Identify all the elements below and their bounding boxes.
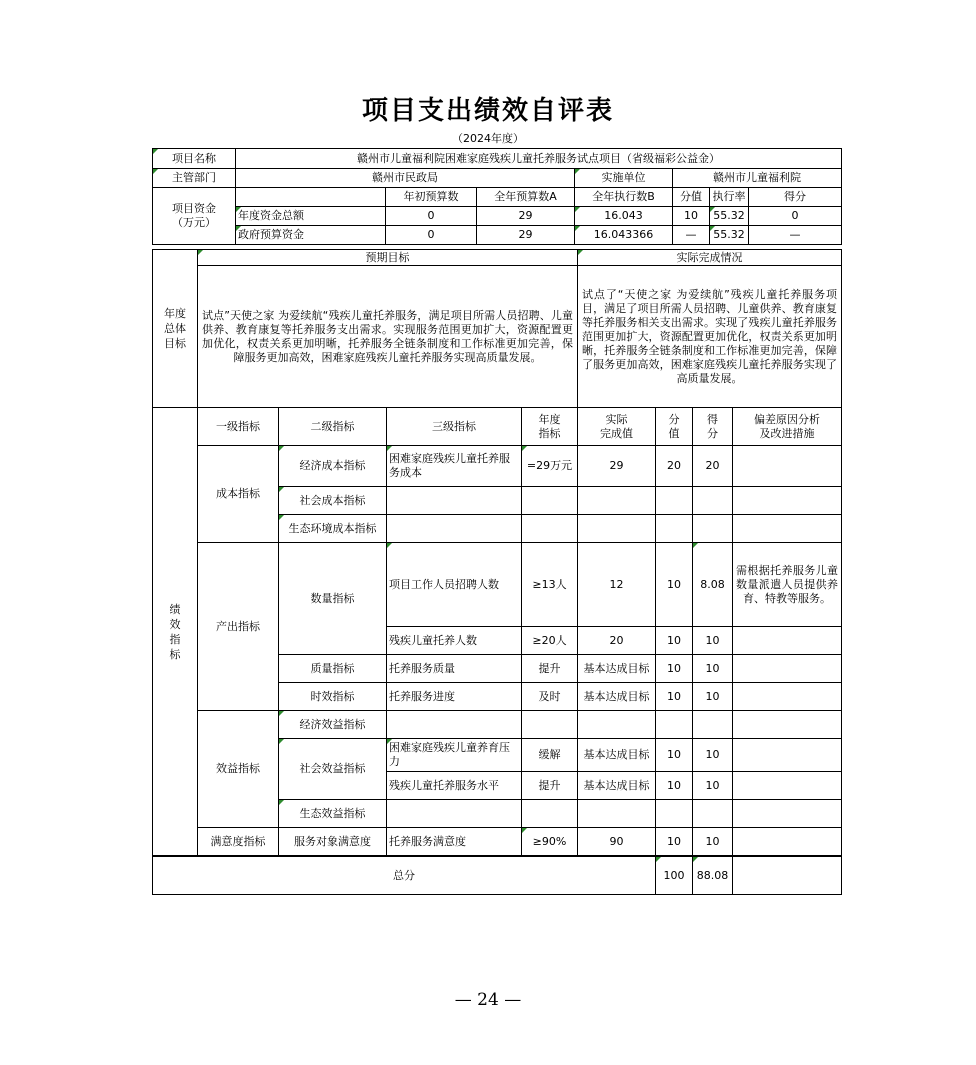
target-cell: ≥20人 xyxy=(522,627,578,655)
header-table xyxy=(152,148,842,245)
expected-goal: 试点”天使之家 为爱续航“残疾儿童托养服务，满足项目所需人员招聘、儿童供养、教育康复等托养服务支出需求。实现服务范围更加扩大，资源配置更加优化，权责关系更加明晰，托养服务全链条制度和工作标准更加完善，保障服务更加高效，困难家庭残疾儿童托养服务实现高质量发展。 xyxy=(198,266,578,408)
actual-cell: 12 xyxy=(578,543,656,627)
note-cell xyxy=(733,446,842,487)
actual-cell: 90 xyxy=(578,828,656,856)
dept-value: 赣州市民政局 xyxy=(236,169,575,188)
funds-cell: 0 xyxy=(386,226,477,245)
score-cell: 10 xyxy=(693,655,733,683)
perf-header: 实际 完成值 xyxy=(578,408,656,446)
dept-label: 主管部门 xyxy=(153,169,236,188)
value-cell: 10 xyxy=(656,655,693,683)
actual-cell: 20 xyxy=(578,627,656,655)
funds-cell: — xyxy=(673,226,710,245)
l3-cell: 困难家庭残疾儿童养育压力 xyxy=(387,739,522,772)
funds-cell: 16.043366 xyxy=(575,226,673,245)
funds-header: 全年执行数B xyxy=(575,188,673,207)
funds-cell: 0 xyxy=(386,207,477,226)
l2-cell: 时效指标 xyxy=(279,683,387,711)
l3-cell: 托养服务满意度 xyxy=(387,828,522,856)
report-year: （2024年度） xyxy=(452,132,524,145)
l3-cell: 残疾儿童托养人数 xyxy=(387,627,522,655)
actual-header: 实际完成情况 xyxy=(578,250,842,266)
funds-cell: — xyxy=(749,226,842,245)
value-cell: 10 xyxy=(656,543,693,627)
l3-cell: 困难家庭残疾儿童托养服务成本 xyxy=(387,446,522,487)
value-cell: 20 xyxy=(656,446,693,487)
l1-cost: 成本指标 xyxy=(198,446,279,543)
page-title: 项目支出绩效自评表 xyxy=(361,96,614,126)
score-cell: 10 xyxy=(693,683,733,711)
l1-benefit: 效益指标 xyxy=(198,711,279,828)
perf-header: 三级指标 xyxy=(387,408,522,446)
target-cell: ≥90% xyxy=(522,828,578,856)
target-cell: 提升 xyxy=(522,655,578,683)
funds-cell: 55.32 xyxy=(710,226,749,245)
target-cell: 提升 xyxy=(522,772,578,800)
score-cell: 20 xyxy=(693,446,733,487)
funds-row-label: 政府预算资金 xyxy=(236,226,386,245)
funds-row-label: 年度资金总额 xyxy=(236,207,386,226)
expected-header: 预期目标 xyxy=(198,250,578,266)
goal-table xyxy=(152,249,842,408)
l3-cell: 托养服务进度 xyxy=(387,683,522,711)
actual-goal: 试点了“天使之家 为爱续航”残疾儿童托养服务项目，满足了项目所需人员招聘、儿童供养、教育康复等托养服务相关支出需求。实现了残疾儿童托养服务范围更加扩大，资源配置更加优化，权责关系更加明晰，托养服务全链条制度和工作标准更加完善，保障了服务更加高效，困难家庭残疾儿童托养服务实现了高质量发展。 xyxy=(578,266,842,408)
total-table xyxy=(152,856,842,895)
l1-output: 产出指标 xyxy=(198,543,279,711)
score-cell: 10 xyxy=(693,739,733,772)
perf-header: 分 值 xyxy=(656,408,693,446)
value-cell: 10 xyxy=(656,772,693,800)
l3-cell: 残疾儿童托养服务水平 xyxy=(387,772,522,800)
funds-cell: 29 xyxy=(477,207,575,226)
funds-cell: 16.043 xyxy=(575,207,673,226)
impl-value: 赣州市儿童福利院 xyxy=(673,169,842,188)
target-cell: 及时 xyxy=(522,683,578,711)
project-name: 赣州市儿童福利院困难家庭残疾儿童托养服务试点项目（省级福彩公益金） xyxy=(236,149,842,169)
value-cell: 10 xyxy=(656,828,693,856)
funds-label: 项目资金 （万元） xyxy=(153,188,236,245)
total-label: 总分 xyxy=(153,857,656,895)
funds-header: 得分 xyxy=(749,188,842,207)
funds-header: 年初预算数 xyxy=(386,188,477,207)
l3-cell: 托养服务质量 xyxy=(387,655,522,683)
target-cell: 缓解 xyxy=(522,739,578,772)
perf-table xyxy=(152,407,842,856)
score-cell: 10 xyxy=(693,828,733,856)
funds-cell: 0 xyxy=(749,207,842,226)
actual-cell: 29 xyxy=(578,446,656,487)
value-cell: 10 xyxy=(656,627,693,655)
l2-cell: 经济成本指标 xyxy=(279,446,387,487)
funds-cell: 29 xyxy=(477,226,575,245)
l2-cell: 服务对象满意度 xyxy=(279,828,387,856)
target-cell: =29万元 xyxy=(522,446,578,487)
page-number: — 24 — xyxy=(454,990,522,1010)
l2-cell: 生态效益指标 xyxy=(279,800,387,828)
value-cell: 10 xyxy=(656,739,693,772)
perf-header: 得 分 xyxy=(693,408,733,446)
funds-header: 执行率 xyxy=(710,188,749,207)
goal-label: 年度 总体 目标 xyxy=(153,250,198,408)
funds-header: 分值 xyxy=(673,188,710,207)
perf-header: 二级指标 xyxy=(279,408,387,446)
impl-label: 实施单位 xyxy=(575,169,673,188)
actual-cell: 基本达成目标 xyxy=(578,683,656,711)
score-cell: 10 xyxy=(693,772,733,800)
total-value: 100 xyxy=(656,857,693,895)
actual-cell: 基本达成目标 xyxy=(578,739,656,772)
funds-cell: 10 xyxy=(673,207,710,226)
l2-cell: 社会成本指标 xyxy=(279,487,387,515)
l2-cell: 生态环境成本指标 xyxy=(279,515,387,543)
note-cell: 需根据托养服务儿童数量派遣人员提供养育、特教等服务。 xyxy=(733,543,842,627)
l1-satisfaction: 满意度指标 xyxy=(198,828,279,856)
target-cell: ≥13人 xyxy=(522,543,578,627)
perf-label: 绩 效 指 标 xyxy=(153,408,198,856)
actual-cell: 基本达成目标 xyxy=(578,655,656,683)
l2-cell: 经济效益指标 xyxy=(279,711,387,739)
l2-cell: 数量指标 xyxy=(279,543,387,655)
project-name-label: 项目名称 xyxy=(153,149,236,169)
perf-header: 年度 指标 xyxy=(522,408,578,446)
score-cell: 10 xyxy=(693,627,733,655)
perf-header: 一级指标 xyxy=(198,408,279,446)
value-cell: 10 xyxy=(656,683,693,711)
total-score: 88.08 xyxy=(693,857,733,895)
l2-cell: 质量指标 xyxy=(279,655,387,683)
funds-header: 全年预算数A xyxy=(477,188,575,207)
l3-cell: 项目工作人员招聘人数 xyxy=(387,543,522,627)
funds-cell: 55.32 xyxy=(710,207,749,226)
score-cell: 8.08 xyxy=(693,543,733,627)
actual-cell: 基本达成目标 xyxy=(578,772,656,800)
l2-cell: 社会效益指标 xyxy=(279,739,387,800)
perf-header: 偏差原因分析 及改进措施 xyxy=(733,408,842,446)
